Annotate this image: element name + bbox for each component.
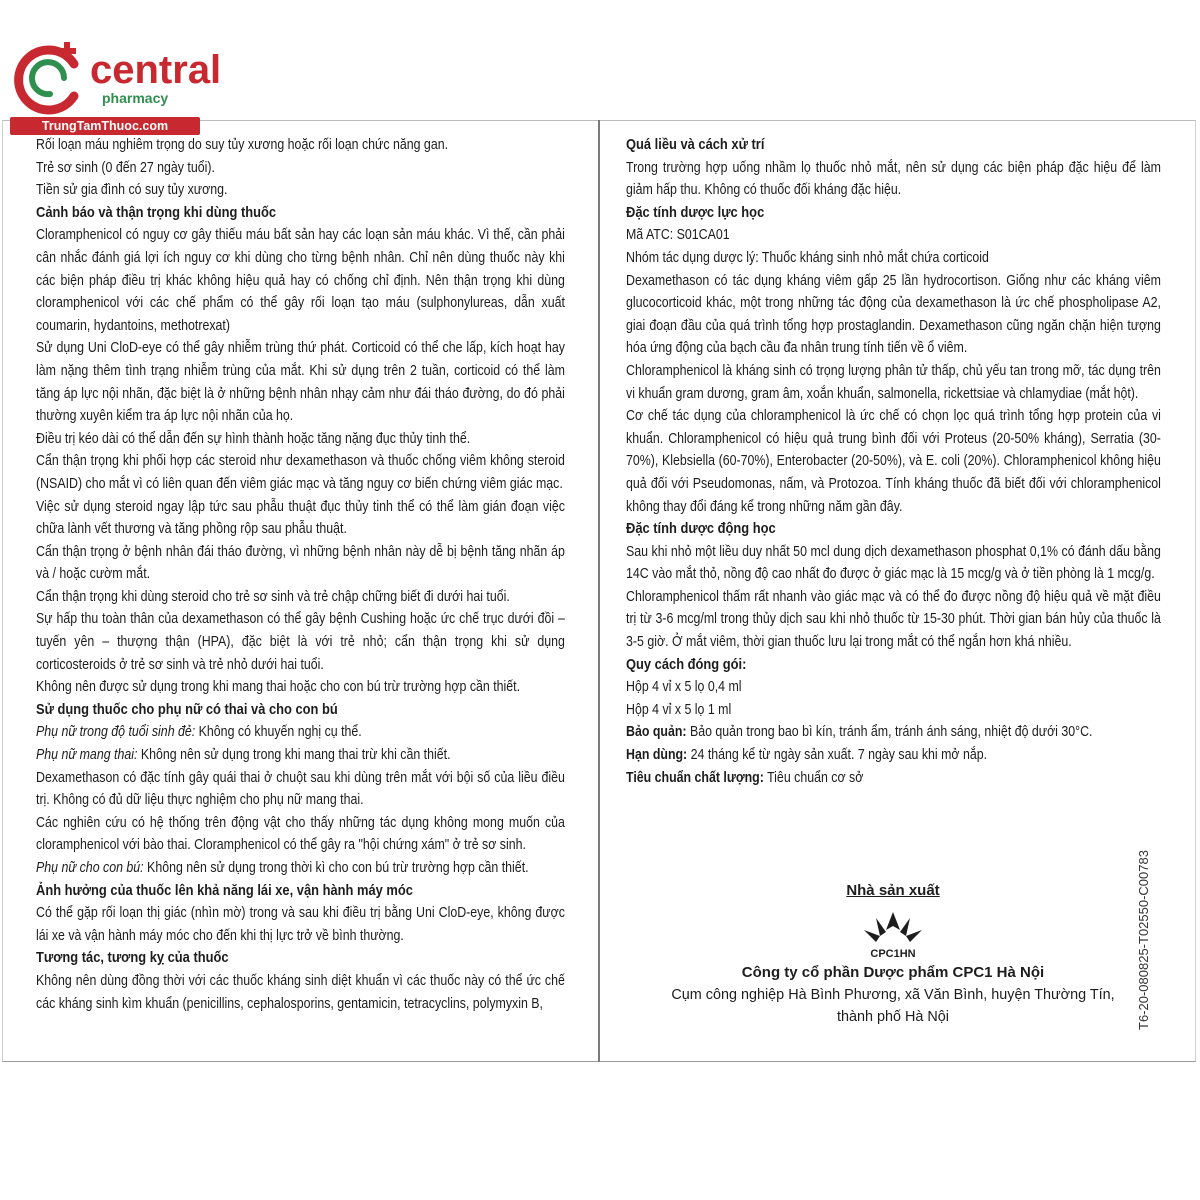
paragraph: Dexamethason có đặc tính gây quái thai ở chuột sau khi dùng trên mắt với bội số của liều điều trị. Không có đủ dữ liệu thực nghiệm cho phụ nữ mang thai. — [36, 769, 565, 809]
storage-label: Bảo quản: — [626, 724, 687, 741]
pharmacy-cross-icon — [10, 38, 90, 118]
cpc1hn-logo-icon — [858, 908, 928, 960]
text-line: Tiền sử gia đình có suy tủy xương. — [36, 182, 228, 199]
section-heading-overdose: Quá liều và cách xử trí — [626, 136, 765, 153]
paragraph: Cloramphenicol có nguy cơ gây thiếu máu bất sản hay các loạn sản máu khác. Vì thế, cần phải cân nhắc đánh giá lợi ích nguy cơ khi dùng cho từng bệnh nhân. Chỉ nên dùng thuốc này khi các biện pháp điều trị khác không hiệu quả hay có chống chỉ định. Nên thận trọng khi dùng cloramphenicol với các chế phẩm có thể gây rối loạn tạo máu (sulphonylureas, dẫn xuất coumarin, hydantoins, methotrexat) — [36, 227, 565, 334]
section-heading-warnings: Cảnh báo và thận trọng khi dùng thuốc — [36, 203, 277, 221]
paragraph — [36, 857, 565, 880]
storage-line — [626, 721, 1161, 744]
paragraph: Cơ chế tác dụng của chloramphenicol là ức chế có chọn lọc quá trình tổng hợp protein của vi khuẩn. Chloramphenicol có hiệu quả trung bình đối với Proteus (20-50% kháng), Serratia (30-70%), Klebsiella (60-70%), Enterobacter (20-50%), và E. coli (20%). Chloramphenicol không hiệu quả đối với Pseudomonas, nấm, và Protozoa. Tính kháng thuốc đã biết đối với chloramphenicol không thay đổi đáng kể trong những năm gần đây. — [626, 408, 1161, 515]
section-heading-pharmacodynamics: Đặc tính dược lực học — [626, 203, 765, 221]
text-line: Rối loạn máu nghiêm trọng do suy tủy xương hoặc rối loạn chức năng gan. — [36, 137, 449, 153]
paragraph: Điều trị kéo dài có thể dẫn đến sự hình thành hoặc tăng nặng đục thủy tinh thể. — [36, 430, 471, 447]
manufacturer-title: Nhà sản xuất — [846, 882, 940, 899]
section-heading-pregnancy: Sử dụng thuốc cho phụ nữ có thai và cho con bú — [36, 700, 338, 718]
paragraph: Có thể gặp rối loạn thị giác (nhìn mờ) trong và sau khi điều trị bằng Uni CloD-eye, không được lái xe và vận hành máy móc cho đến khi thị lực trở về bình thường. — [36, 905, 565, 944]
document-code: T6-20-080825-T02550-C00783 — [1136, 850, 1151, 1030]
column-divider — [598, 120, 600, 1062]
manufacturer-block — [648, 880, 1138, 1028]
manufacturer-name: Công ty cổ phần Dược phẩm CPC1 Hà Nội — [741, 964, 1045, 981]
italic-label: Phụ nữ mang thai: — [36, 747, 138, 764]
expiry-line — [626, 744, 1161, 767]
standard-text: Tiêu chuẩn cơ sở — [763, 769, 864, 786]
brand-name: central — [90, 48, 222, 92]
standard-label: Tiêu chuẩn chất lượng: — [626, 769, 764, 786]
brand-sub: pharmacy — [102, 90, 169, 106]
paragraph — [36, 721, 565, 744]
section-heading-pharmacokinetics: Đặc tính dược động học — [626, 520, 776, 538]
text: Không nên sử dụng trong thời kì cho con bú trừ trường hợp cần thiết. — [143, 860, 529, 876]
paragraph: Không nên dùng đồng thời với các thuốc kháng sinh diệt khuẩn vì các thuốc này có thể ức chế các kháng sinh kìm khuẩn (penicillins, cephalosporins, gentamicin, tetracyclins, polymyxin B, — [36, 972, 565, 1012]
paragraph: Chloramphenicol là kháng sinh có trọng lượng phân tử thấp, chủ yếu tan trong mỡ, tác dụng trên vi khuẩn gram dương, gram âm, xoắn khuẩn, salmonella, rickettsiae và chlamydiae (mắt hột). — [626, 362, 1161, 402]
italic-label: Phụ nữ cho con bú: — [36, 860, 144, 876]
pack-line: Hộp 4 vỉ x 5 lọ 0,4 ml — [626, 679, 742, 696]
text: Không nên sử dụng trong khi mang thai trừ khi cần thiết. — [137, 747, 451, 764]
text: Không có khuyến nghị cụ thể. — [195, 724, 362, 741]
paragraph: Sử dụng Uni CloD-eye có thể gây nhiễm trùng thứ phát. Corticoid có thể che lấp, kích hoạt hay làm nặng thêm tình trạng nhiễm trùng của mắt. Khi sử dụng trên 2 tuần, corticoid có thể làm tăng áp lực nội nhãn, đặc biệt là ở những bệnh nhân nhạy cảm như đái tháo đường, do đó phải thường xuyên kiểm tra áp lực nội nhãn của họ. — [36, 340, 565, 425]
paragraph: Các nghiên cứu có hệ thống trên động vật cho thấy những tác dụng không mong muốn của cloramphenicol với bào thai. Cloramphenicol có thể gây ra "hội chứng xám" ở trẻ sơ sinh. — [36, 814, 565, 854]
paragraph: Cẩn thận trọng ở bệnh nhân đái tháo đường, vì những bệnh nhân này dễ bị bệnh tăng nhãn áp và / hoặc cườm mắt. — [36, 543, 565, 583]
right-column — [626, 134, 1161, 789]
paragraph: Cẩn thận trọng khi dùng steroid cho trẻ sơ sinh và trẻ chập chững biết đi dưới hai tuổi. — [36, 588, 510, 605]
text-line: Trẻ sơ sinh (0 đến 27 ngày tuổi). — [36, 159, 215, 176]
section-heading-interactions: Tương tác, tương kỵ của thuốc — [36, 949, 229, 967]
manufacturer-address-line: Cụm công nghiệp Hà Bình Phương, xã Văn Bình, huyện Thường Tín, — [671, 987, 1115, 1003]
paragraph: Việc sử dụng steroid ngay lập tức sau phẫu thuật đục thủy tinh thể có thể làm gián đoạn việc chữa lành vết thương và tăng phồng rộp sau phẫu thuật. — [36, 498, 565, 538]
paragraph: Trong trường hợp uống nhầm lọ thuốc nhỏ mắt, nên sử dụng các biện pháp đặc hiệu để làm giảm hấp thu. Không có thuốc đối kháng đặc hiệu. — [626, 159, 1161, 199]
paragraph: Sau khi nhỏ một liều duy nhất 50 mcl dung dịch dexamethason phosphat 0,1% có đánh dấu bằng 14C vào mắt thỏ, nồng độ cao nhất đo được ở giác mạc là 15 mcg/g và ở tiền phòng là 1 mcg/g. — [626, 543, 1161, 583]
website-banner: TrungTamThuoc.com — [10, 117, 200, 135]
standard-line — [626, 767, 1161, 790]
manufacturer-address-line: thành phố Hà Nội — [836, 1009, 949, 1025]
logo-lettering: CPC1HN — [870, 948, 916, 960]
expiry-text: 24 tháng kể từ ngày sản xuất. 7 ngày sau khi mở nắp. — [687, 747, 988, 764]
pack-line: Hộp 4 vỉ x 5 lọ 1 ml — [626, 701, 732, 718]
storage-text: Bảo quản trong bao bì kín, tránh ẩm, tránh ánh sáng, nhiệt độ dưới 30°C. — [686, 724, 1093, 741]
expiry-label: Hạn dùng: — [626, 747, 688, 764]
paragraph: Sự hấp thu toàn thân của dexamethason có thể gây bệnh Cushing hoặc ức chế trục dưới đồi – tuyến yên – thượng thận (HPA), đặc biệt là với trẻ nhỏ; cẩn thận trọng khi sử dụng corticosteroids ở trẻ sơ sinh và trẻ nhỏ dưới hai tuổi. — [36, 611, 565, 673]
section-heading-driving: Ảnh hưởng của thuốc lên khả năng lái xe, vận hành máy móc — [36, 881, 413, 899]
atc-code: Mã ATC: S01CA01 — [626, 227, 730, 244]
paragraph: Cẩn thận trọng khi phối hợp các steroid như dexamethason và thuốc chống viêm không steroid (NSAID) cho mắt vì có liên quan đến viêm giác mạc và tăng nguy cơ biến chứng viêm giác mạc. — [36, 453, 565, 492]
italic-label: Phụ nữ trong độ tuổi sinh đẻ: — [36, 724, 196, 741]
paragraph — [36, 744, 565, 767]
pharmacologic-group: Nhóm tác dụng dược lý: Thuốc kháng sinh nhỏ mắt chứa corticoid — [626, 249, 989, 266]
section-heading-packaging: Quy cách đóng gói: — [626, 655, 747, 673]
paragraph: Chloramphenicol thấm rất nhanh vào giác mạc và có thể đo được nồng độ hiệu quả về mặt điều trị từ 3-6 mcg/ml trong thủy dịch sau khi nhỏ thuốc từ 15-30 phút. Thời gian bán hủy của thuốc là 3-5 giờ. Ở mắt viêm, thời gian thuốc lưu lại trong mắt có thể ngắn hơn khá nhiều. — [626, 588, 1161, 651]
paragraph: Không nên được sử dụng trong khi mang thai hoặc cho con bú trừ trường hợp cần thiết. — [36, 679, 521, 696]
left-column — [36, 134, 565, 1015]
paragraph: Dexamethason có tác dụng kháng viêm gấp 25 lần hydrocortison. Giống như các kháng viêm glucocorticoid khác, một trong những tác động của dexamethason là ức chế phospholipase A2, giai đoạn đầu của quá trình tổng hợp prostaglandin. Dexamethason cũng ngăn chặn hiện tượng hóa ứng động của bạch cầu đa nhân trung tính tiến về ổ viêm. — [626, 272, 1161, 357]
